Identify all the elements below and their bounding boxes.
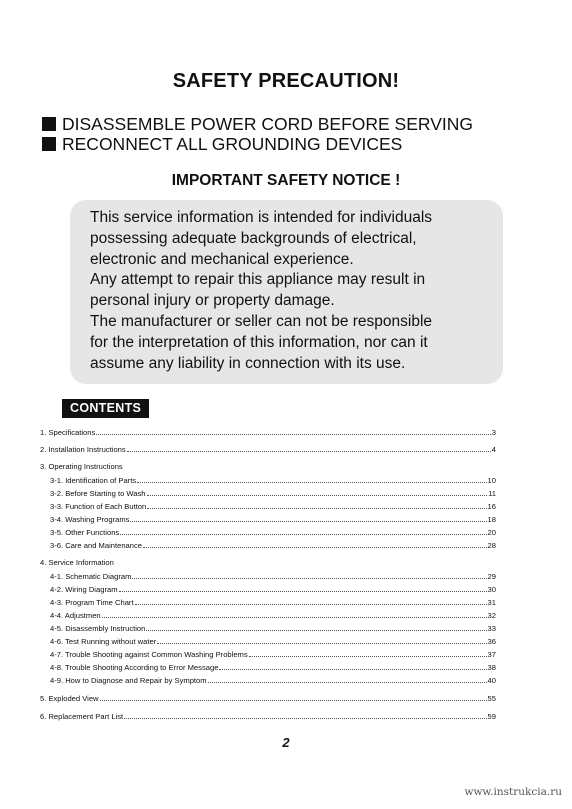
toc-item-4-9[interactable]: 4-9. How to Diagnose and Repair by Symptom 40 bbox=[50, 676, 496, 685]
toc-item-4-2[interactable]: 4-2. Wiring Diagram 30 bbox=[50, 585, 496, 594]
black-square-icon bbox=[42, 117, 56, 131]
watermark: www.instrukcia.ru bbox=[464, 786, 562, 798]
warning-text-1: DISASSEMBLE POWER CORD BEFORE SERVING bbox=[62, 114, 474, 134]
toc-item-3-6[interactable]: 3-6. Care and Maintenance 28 bbox=[50, 541, 496, 550]
toc-item-specifications[interactable]: 1. Specifications 3 bbox=[40, 428, 496, 437]
toc-item-installation[interactable]: 2. Installation Instructions 4 bbox=[40, 445, 496, 454]
toc-item-4-3[interactable]: 4-3. Program Time Chart 31 bbox=[50, 598, 496, 607]
toc-item-replacement-parts[interactable]: 6. Replacement Part List 59 bbox=[40, 712, 496, 721]
notice-heading: IMPORTANT SAFETY NOTICE ! bbox=[171, 172, 401, 189]
black-square-icon bbox=[42, 137, 56, 151]
toc-item-4-8[interactable]: 4-8. Trouble Shooting According to Error Message 38 bbox=[50, 663, 496, 672]
toc-section-service[interactable]: 4. Service Information bbox=[40, 558, 114, 567]
safety-notice-text: This service information is intended for individuals possessing adequate backgrounds of electrical, electronic and mechanical experience. Any attempt to repair this appliance may result in personal injury or property damage. The manufacturer or seller can not be responsible for the interpretation of this information, nor can it assume any liability in connection with its use. bbox=[90, 209, 433, 372]
warning-line-2 bbox=[42, 134, 402, 154]
toc-section-operating[interactable]: 3. Operating Instructions bbox=[40, 462, 123, 471]
warning-text-2: RECONNECT ALL GROUNDING DEVICES bbox=[62, 134, 403, 154]
toc-item-exploded-view[interactable]: 5. Exploded View 55 bbox=[40, 694, 496, 703]
toc-item-4-5[interactable]: 4-5. Disassembly Instruction 33 bbox=[50, 624, 496, 633]
page-title: SAFETY PRECAUTION! bbox=[172, 70, 400, 92]
toc-item-4-4[interactable]: 4-4. Adjustmen 32 bbox=[50, 611, 496, 620]
toc-item-4-6[interactable]: 4-6. Test Running without water 36 bbox=[50, 637, 496, 646]
toc-item-3-5[interactable]: 3-5. Other Functions 20 bbox=[50, 528, 496, 537]
toc-item-3-3[interactable]: 3-3. Function of Each Button 16 bbox=[50, 502, 496, 511]
safety-notice-box bbox=[70, 200, 503, 384]
toc-item-4-1[interactable]: 4-1. Schematic Diagram 29 bbox=[50, 572, 496, 581]
toc-item-3-2[interactable]: 3-2. Before Starting to Wash 11 bbox=[50, 489, 496, 498]
toc-item-3-1[interactable]: 3-1. Identification of Parts 10 bbox=[50, 476, 496, 485]
toc-item-4-7[interactable]: 4-7. Trouble Shooting against Common Washing Problems 37 bbox=[50, 650, 496, 659]
contents-label: CONTENTS bbox=[62, 399, 149, 418]
toc-item-3-4[interactable]: 3-4. Washing Programs 18 bbox=[50, 515, 496, 524]
warning-line-1 bbox=[42, 114, 473, 134]
page-number: 2 bbox=[282, 735, 290, 750]
